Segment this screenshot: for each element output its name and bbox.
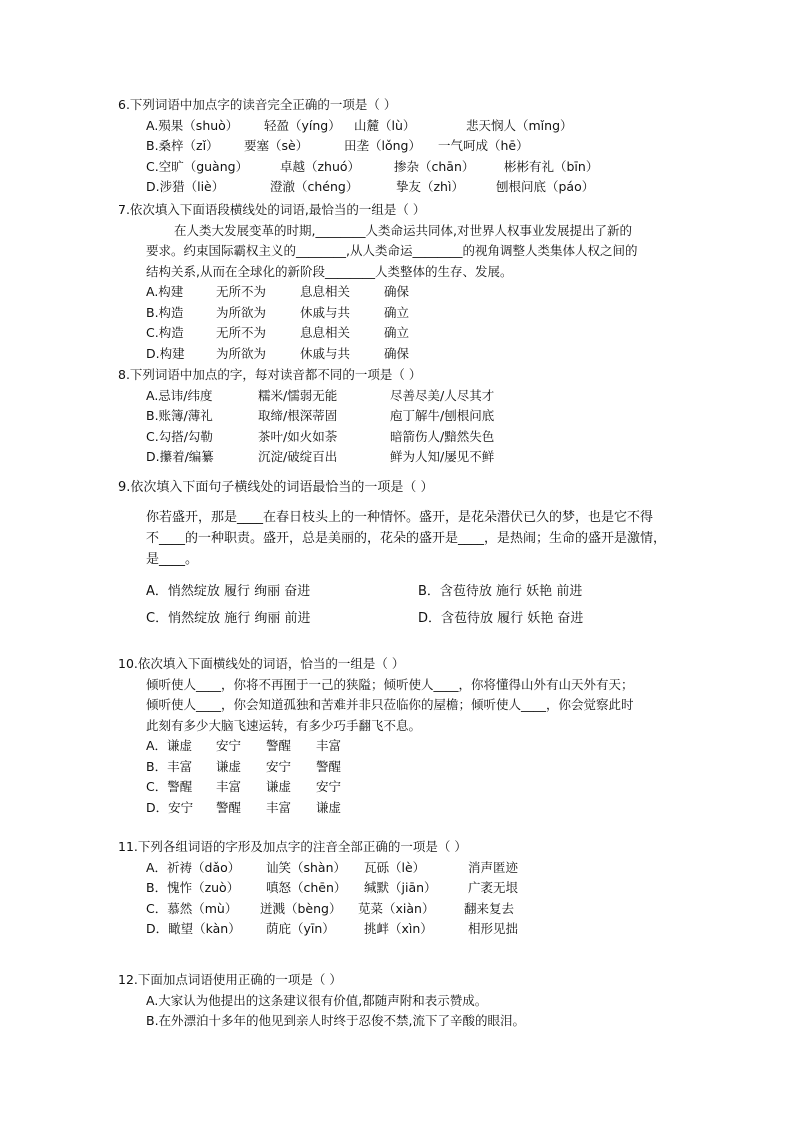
option-item: B．丰富 [146,758,193,774]
question-7-passage-line: 在人类大发展变革的时期,________人类命运共同体,对世界人权事业发展提出了新的 [174,222,632,238]
option-item: 息息相关 [300,284,351,299]
question-7-passage-line: 要求。约束国际霸权主义的________,从人类命运________的视角调整人类集体人权之间的 [146,243,638,258]
option-item: 谦虚 [316,799,342,815]
question-8-option-a [118,386,718,407]
option-item: 糯米/懦弱无能 [258,387,338,403]
question-10-option-d [118,798,718,819]
option-item: 警醒 [266,738,292,753]
option-item: 澄澈（chéng） [270,179,359,194]
option-item: A.殒果（shuò） [146,117,239,133]
option-item: A.构建 [146,284,184,299]
option-item: A．祈祷（dǎo） [146,859,241,875]
option-item: 鲜为人知/屡见不鲜 [390,449,495,464]
option-item: 悲天悯人（mǐng） [466,117,573,133]
question-9-option-c: C．悄然绽放 施行 绚丽 前进 [146,610,311,626]
question-7-option-c [118,323,718,344]
option-item: A.忌讳/纬度 [146,387,213,403]
option-item: 刨根问底（páo） [496,179,595,194]
option-item: C.空旷（guàng） [146,158,249,174]
question-12 [118,970,718,1032]
option-item: 确立 [384,304,410,320]
option-item: 广袤无垠 [468,880,519,895]
option-item: 卓越（zhuó） [280,158,361,174]
question-9-option-b: B．含苞待放 施行 妖艳 前进 [418,583,583,599]
option-item: D．安宁 [146,799,194,815]
question-10-option-c [118,777,718,798]
option-item: 掺杂（chān） [394,158,475,174]
question-12-option-b: B.在外漂泊十多年的他见到亲人时终于忍俊不禁,流下了辛酸的眼泪。 [146,1013,526,1028]
question-12-option-a: A.大家认为他提出的这条建议很有价值,都随声附和表示赞成。 [146,992,488,1008]
question-10-passage-line: 倾听使人____，你会知道孤独和苦难并非只莅临你的屋檐；倾听使人____，你会觉察此时 [146,697,634,712]
option-item: 为所欲为 [216,345,267,361]
option-item: D.攥着/编纂 [146,449,214,464]
option-item: 挑衅（xìn） [364,921,433,936]
option-item: 田垄（lǒng） [344,138,421,153]
question-7-option-b [118,303,718,324]
question-6-option-d [118,177,718,198]
question-8 [118,365,718,468]
question-9-options-row-1 [118,578,718,605]
question-7-option-a [118,282,718,303]
option-item: 为所欲为 [216,304,267,320]
option-item: 取缔/根深蒂固 [258,408,338,423]
option-item: 翻来复去 [464,900,515,916]
question-12-stem: 12.下面加点词语使用正确的一项是（ ） [118,972,342,987]
question-10-passage-line: 倾听使人____，你将不再囿于一己的狭隘；倾听使人____，你将懂得山外有山天外有天； [146,676,634,692]
option-item: C.勾搭/勾勒 [146,428,213,444]
option-item: C．警醒 [146,779,193,794]
question-11 [118,837,718,940]
question-9-passage-line: 你若盛开，那是____在春日枝头上的一种情怀。盛开，是花朵潜伏已久的梦，也是它不得 [146,509,654,525]
question-11-option-b [118,878,718,899]
question-9-stem: 9.依次填入下面句子横线处的词语最恰当的一项是（ ） [118,480,434,495]
question-9-options-row-2 [118,605,718,632]
option-item: D.涉猎（liè） [146,179,225,194]
question-8-option-c [118,427,718,448]
question-9-option-d: D．含苞待放 履行 妖艳 奋进 [418,610,584,626]
option-item: 安宁 [316,779,342,794]
option-item: 要塞（sè） [244,138,309,153]
option-item: 苋菜（xiàn） [358,900,435,916]
option-item: B．愧怍（zuò） [146,880,240,895]
option-item: 休戚与共 [300,304,351,320]
question-6-option-b [118,136,718,157]
option-item: 迸溅（bèng） [260,900,342,916]
option-item: 瓦砾（lè） [364,859,426,875]
option-item: C.构造 [146,325,184,340]
question-6-option-c [118,157,718,178]
option-item: 山麓（lù） [354,117,416,133]
question-10-passage-line: 此刻有多少大脑飞速运转，有多少巧手翻飞不息。 [146,717,422,733]
option-item: 确保 [384,345,410,361]
option-item: B.构造 [146,304,184,320]
option-item: 轻盈（yíng） [264,117,341,133]
option-item: 沉淀/破绽百出 [258,449,338,464]
question-11-option-c [118,899,718,920]
question-7 [118,200,718,364]
question-7-passage-line: 结构关系,从而在全球化的新阶段________人类整体的生存、发展。 [146,263,513,279]
option-item: C．慕然（mù） [146,900,238,916]
question-9-passage-line: 不____的一种职责。盛开，总是美丽的，花朵的盛开是____，是热闹；生命的盛开是激情， [146,530,667,546]
question-8-stem: 8.下列词语中加点的字，每对读音都不同的一项是（ ） [118,367,422,382]
option-item: B.账簿/薄礼 [146,408,213,423]
option-item: 确立 [384,325,410,340]
option-item: 相形见拙 [468,921,519,936]
option-item: 讪笑（shàn） [266,859,347,875]
question-11-option-a [118,858,718,879]
option-item: 荫庇（yīn） [266,921,335,936]
option-item: 安宁 [266,758,292,774]
option-item: A．谦虚 [146,738,193,753]
question-7-stem: 7.依次填入下面语段横线处的词语,最恰当的一组是（ ） [118,202,426,217]
option-item: 消声匿迹 [468,859,519,875]
option-item: 庖丁解牛/刨根问底 [390,408,495,423]
question-6-option-a [118,116,718,137]
option-item: 安宁 [216,738,242,753]
question-10-stem: 10.依次填入下面横线处的词语，恰当的一组是（ ） [118,656,405,671]
option-item: 谦虚 [216,758,242,774]
question-9 [118,478,718,632]
option-item: 息息相关 [300,325,351,340]
option-item: 无所不为 [216,325,267,340]
question-8-option-d [118,447,718,468]
question-9-passage-line: 是____。 [146,551,199,567]
option-item: 警醒 [216,799,242,815]
option-item: B.桑梓（zǐ） [146,138,219,153]
question-11-stem: 11.下列各组词语的字形及加点字的注音全部正确的一项是（ ） [118,839,467,854]
option-item: 挚友（zhì） [396,179,464,194]
option-item: 丰富 [266,799,292,815]
option-item: 嗔怒（chēn） [266,880,347,895]
question-6 [118,95,718,198]
option-item: 丰富 [316,738,342,753]
option-item: 休戚与共 [300,345,351,361]
option-item: 茶叶/如火如荼 [258,428,338,444]
option-item: D．瞰望（kàn） [146,921,241,936]
question-10-option-b [118,757,718,778]
option-item: 缄默（jiān） [364,880,437,895]
question-10 [118,654,718,818]
option-item: D.构建 [146,345,185,361]
option-item: 尽善尽美/人尽其才 [390,387,495,403]
option-item: 一气呵成（hē） [438,138,529,153]
option-item: 暗箭伤人/黯然失色 [390,428,495,444]
question-7-option-d [118,344,718,365]
option-item: 丰富 [216,779,242,794]
option-item: 确保 [384,284,410,299]
option-item: 谦虚 [266,779,292,794]
question-10-option-a [118,736,718,757]
question-11-option-d [118,919,718,940]
option-item: 彬彬有礼（bīn） [504,158,599,174]
option-item: 无所不为 [216,284,267,299]
question-9-option-a: A．悄然绽放 履行 绚丽 奋进 [146,583,311,599]
option-item: 警醒 [316,758,342,774]
question-8-option-b [118,406,718,427]
question-6-stem: 6.下列词语中加点字的读音完全正确的一项是（ ） [118,97,397,112]
